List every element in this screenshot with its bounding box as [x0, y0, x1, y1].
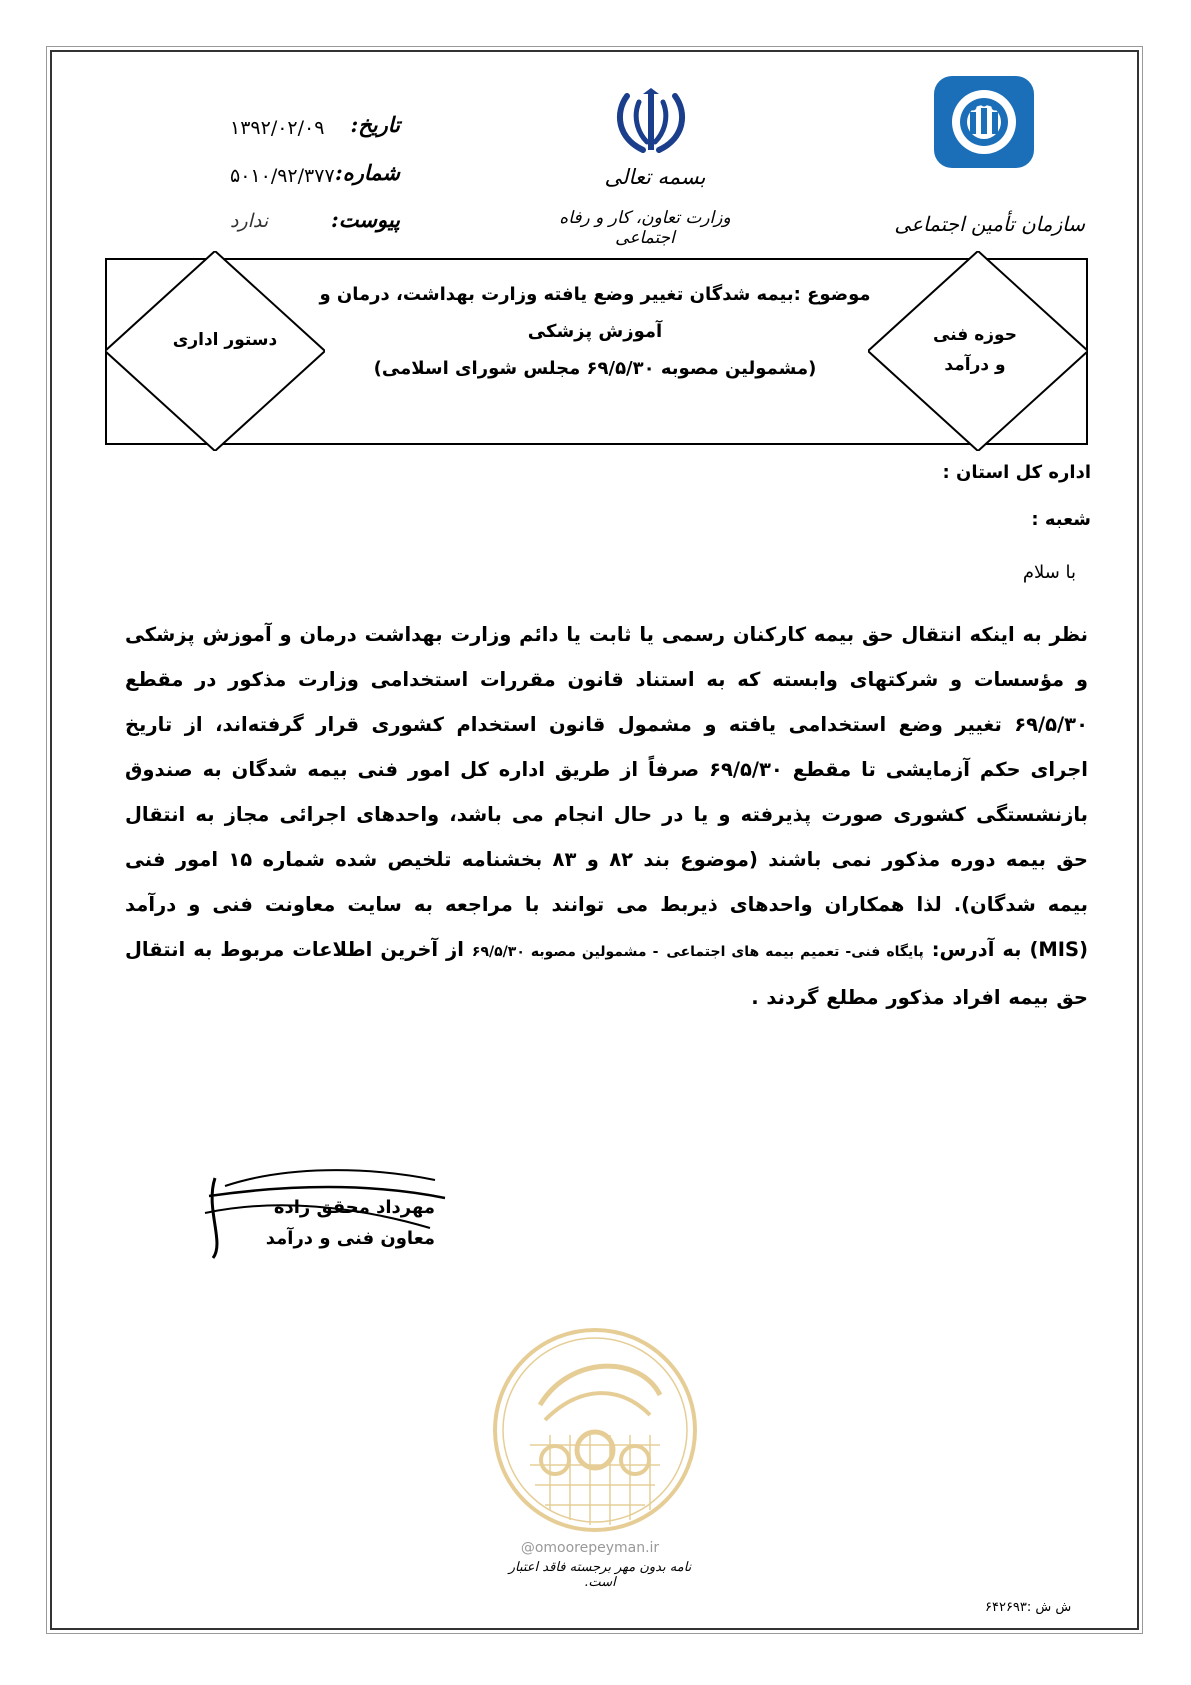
- body-path-part1: پایگاه فنی- تعمیم بیمه های اجتماعی: [666, 944, 924, 960]
- ssio-logo-icon: [930, 72, 1038, 172]
- serial-number: ش ش :۶۴۲۶۹۳: [985, 1600, 1072, 1615]
- department-line1: حوزه فنی: [933, 325, 1017, 345]
- number-label: شماره:: [334, 160, 400, 185]
- body-main: نظر به اینکه انتقال حق بیمه کارکنان رسمی یا ثابت یا دائم وزارت بهداشت درمان و آموزش پزشکی و مؤسسات و شرکتهای وابسته که به استناد قانون مقررات استخدامی وزارت مذکور در مقطع ۶۹/۵/۳۰ تغییر وضع استخدامی یافته و مشمول قانون استخدام کشوری قرار گرفته‌اند، از تاریخ اجرای حکم آزمایشی تا مقطع ۶۹/۵/۳۰ صرفاً از طریق اداره کل امور فنی بیمه شدگان به صندوق بازنشستگی کشوری صورت پذیرفته و یا در حال انجام می باشد، واحدهای اجرائی مجاز به انتقال حق بیمه دوره مذکور نمی باشند (موضوع بند ۸۲ و ۸۳ بخشنامه تلخیص شده شماره ۱۵ امور فنی بیمه شدگان). لذا همکاران واحدهای ذیربط می توانند با مراجعه به سایت معاونت فنی و درآمد (MIS) به آدرس:: [125, 623, 1088, 961]
- department-line2: و درآمد: [944, 355, 1006, 375]
- department: [905, 320, 1045, 380]
- signatory-title: معاون فنی و درآمد: [265, 1228, 435, 1249]
- iran-emblem-icon: [613, 88, 689, 156]
- greeting: با سلام: [1022, 562, 1076, 583]
- body-ending: از آخرین اطلاعات مربوط به انتقال حق بیمه افراد مذکور مطلع گردند .: [125, 938, 1088, 1009]
- letter-body: [125, 612, 1088, 1020]
- date-label: تاریخ:: [350, 112, 400, 137]
- seal-stamp-icon: [490, 1325, 700, 1535]
- attachment-value: ندارد: [230, 210, 269, 232]
- website: @omoorepeyman.ir: [520, 1540, 660, 1556]
- attachment-label: پیوست:: [331, 207, 400, 232]
- date-value: ۱۳۹۲/۰۲/۰۹: [230, 117, 325, 139]
- validity-note: نامه بدون مهر برجسته فاقد اعتبار است.: [508, 1560, 692, 1590]
- subject: [300, 276, 890, 387]
- subject-line1: موضوع :بیمه شدگان تغییر وضع یافته وزارت بهداشت، درمان و آموزش پزشکی: [319, 284, 871, 342]
- signatory-name: مهرداد محقق زاده: [273, 1197, 435, 1218]
- org-name: سازمان تأمین اجتماعی: [894, 212, 1085, 236]
- body-path-part2: - مشمولین مصوبه ۶۹/۵/۳۰: [471, 944, 659, 960]
- directive-type: دستور اداری: [172, 330, 278, 350]
- province-office: اداره کل استان :: [942, 462, 1091, 483]
- number-value: ۵۰۱۰/۹۲/۳۷۷: [230, 165, 335, 187]
- ministry-name: وزارت تعاون، کار و رفاه اجتماعی: [559, 208, 731, 248]
- basmala: بسمه تعالی: [604, 165, 706, 189]
- branch: شعبه :: [1031, 509, 1091, 530]
- subject-line2: (مشمولین مصوبه ۶۹/۵/۳۰ مجلس شورای اسلامی): [373, 358, 817, 379]
